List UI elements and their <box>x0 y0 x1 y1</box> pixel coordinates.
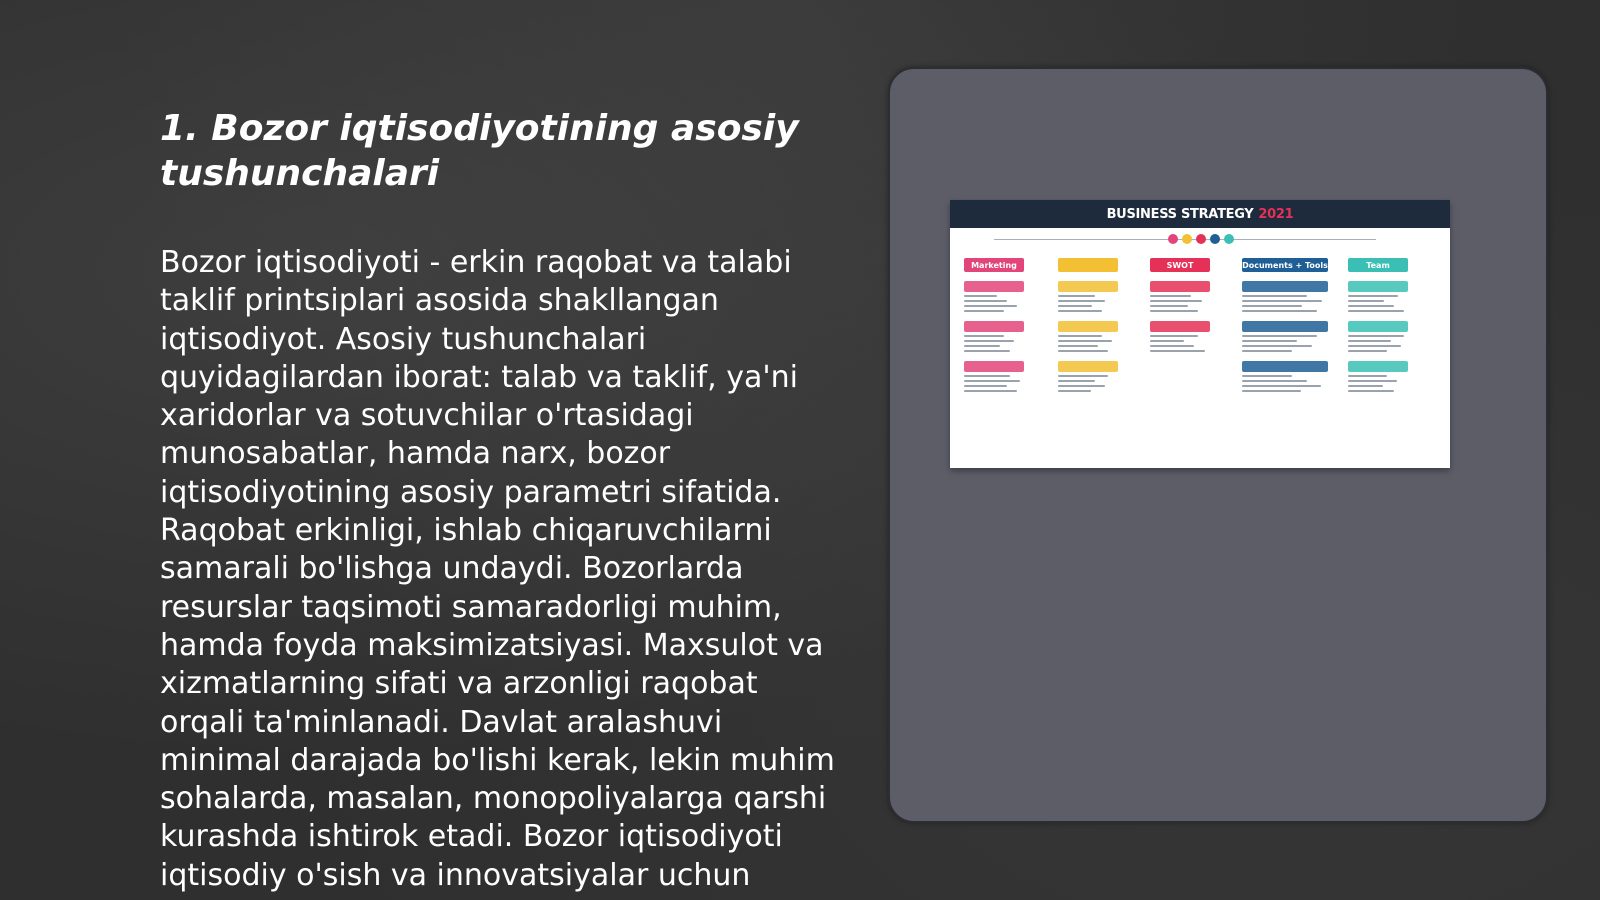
infographic-text-line <box>1058 305 1092 307</box>
infographic-item-box <box>1242 321 1328 332</box>
infographic-column <box>1150 258 1210 352</box>
infographic-text-line <box>964 340 1014 342</box>
business-strategy-infographic <box>950 200 1450 468</box>
infographic-column-label <box>1058 258 1118 272</box>
infographic-text-line <box>1242 310 1317 312</box>
infographic-item-box <box>964 361 1024 372</box>
infographic-item-box <box>1348 321 1408 332</box>
infographic-item-box <box>964 321 1024 332</box>
infographic-column <box>964 258 1024 392</box>
infographic-text-line <box>1058 385 1105 387</box>
infographic-item-box <box>964 281 1024 292</box>
infographic-text-line <box>964 295 997 297</box>
infographic-item-box <box>1348 361 1408 372</box>
infographic-text-line <box>1242 350 1292 352</box>
infographic-text-line <box>1242 375 1292 377</box>
infographic-text-line <box>1242 305 1302 307</box>
infographic-item-box <box>1150 321 1210 332</box>
infographic-text-line <box>1150 350 1205 352</box>
infographic-text-line <box>964 345 1000 347</box>
infographic-text-line <box>964 310 1004 312</box>
infographic-text-line <box>1058 380 1095 382</box>
infographic-item-box <box>1348 281 1408 292</box>
infographic-text-line <box>1150 340 1184 342</box>
infographic-text-line <box>1150 305 1188 307</box>
infographic-text-line <box>964 305 1017 307</box>
infographic-text-line <box>1150 310 1198 312</box>
infographic-item-box <box>1058 281 1118 292</box>
infographic-text-line <box>1058 300 1105 302</box>
infographic-icon-row <box>1168 234 1234 244</box>
infographic-text-line <box>1348 390 1394 392</box>
infographic-item-box <box>1058 361 1118 372</box>
infographic-text-line <box>1058 345 1098 347</box>
infographic-text-line <box>1058 310 1102 312</box>
document-icon <box>1210 234 1220 244</box>
infographic-item-box <box>1242 281 1328 292</box>
infographic-text-line <box>1242 295 1307 297</box>
infographic-text-line <box>964 375 1010 377</box>
infographic-text-line <box>964 390 1017 392</box>
infographic-text-line <box>1348 305 1394 307</box>
infographic-text-line <box>1348 300 1384 302</box>
infographic-text-line <box>1242 385 1321 387</box>
infographic-text-line <box>1242 300 1322 302</box>
infographic-text-line <box>1242 390 1301 392</box>
infographic-text-line <box>964 335 1004 337</box>
marketing-icon <box>1168 234 1178 244</box>
infographic-column <box>1242 258 1328 392</box>
infographic-column <box>1348 258 1408 392</box>
infographic-text-line <box>964 385 1007 387</box>
infographic-column-label: Marketing <box>964 258 1024 272</box>
infographic-text-line <box>1058 390 1091 392</box>
infographic-text-line <box>964 380 1020 382</box>
infographic-column-label: SWOT <box>1150 258 1210 272</box>
infographic-text-line <box>1242 340 1297 342</box>
infographic-year: 2021 <box>1258 206 1294 222</box>
infographic-text-line <box>1058 375 1108 377</box>
infographic-text-line <box>1058 335 1102 337</box>
infographic-text-line <box>1150 335 1198 337</box>
infographic-item-box <box>1150 281 1210 292</box>
infographic-item-box <box>1058 321 1118 332</box>
infographic-text-line <box>1348 380 1397 382</box>
infographic-text-line <box>1348 385 1383 387</box>
team-icon <box>1224 234 1234 244</box>
infographic-text-line <box>1348 340 1391 342</box>
infographic-text-line <box>964 350 1010 352</box>
infographic-text-line <box>1058 340 1112 342</box>
slide-body-text: Bozor iqtisodiyoti - erkin raqobat va talabi taklif printsiplari asosida shakllangan iqtisodiyot. Asosiy tushunchalari quyidagilardan iborat: talab va taklif, ya'ni xaridorlar va sotuvchilar o'rtasidagi munosabatlar, hamda narx, bozor iqtisodiyotining asosiy parametri sifatida. Raqobat erkinligi, ishlab chiqaruvchilarni samarali bo'lishga undaydi. Bozorlarda resurslar taqsimoti samaradorligi muhim, hamda foyda maksimizatsiyasi. Maxsulot va xizmatlarning sifati va arzonligi raqobat orqali ta'minlanadi. Davlat aralashuvi minimal darajada bo'lishi kerak, lekin muhim sohalarda, masalan, monopoliyalarga qarshi kurashda ishtirok etadi. Bozor iqtisodiyoti iqtisodiy o'sish va innovatsiyalar uchun <box>160 245 835 893</box>
infographic-text-line <box>1058 295 1095 297</box>
infographic-text-line <box>1058 350 1108 352</box>
infographic-text-line <box>1348 310 1404 312</box>
infographic-text-line <box>1150 300 1202 302</box>
infographic-item-box <box>1242 361 1328 372</box>
slide-title: 1. Bozor iqtisodiyotining asosiy tushunchalari <box>160 108 799 194</box>
infographic-column-label: Team <box>1348 258 1408 272</box>
infographic-text-line <box>964 300 1007 302</box>
infographic-text-line <box>1348 375 1387 377</box>
infographic-column <box>1058 258 1118 392</box>
infographic-text-line <box>1242 345 1312 347</box>
infographic-text-line <box>1348 345 1401 347</box>
infographic-text-line <box>1150 345 1194 347</box>
infographic-header <box>950 200 1450 228</box>
infographic-text-line <box>1348 350 1387 352</box>
infographic-text-line <box>1242 335 1317 337</box>
infographic-title: BUSINESS STRATEGY <box>1106 206 1254 222</box>
lightbulb-icon <box>1182 234 1192 244</box>
infographic-text-line <box>1242 380 1307 382</box>
infographic-column-label: Documents + Tools <box>1242 258 1328 272</box>
infographic-text-line <box>1150 295 1191 297</box>
infographic-text-line <box>1348 335 1404 337</box>
swot-icon <box>1196 234 1206 244</box>
infographic-text-line <box>1348 295 1398 297</box>
